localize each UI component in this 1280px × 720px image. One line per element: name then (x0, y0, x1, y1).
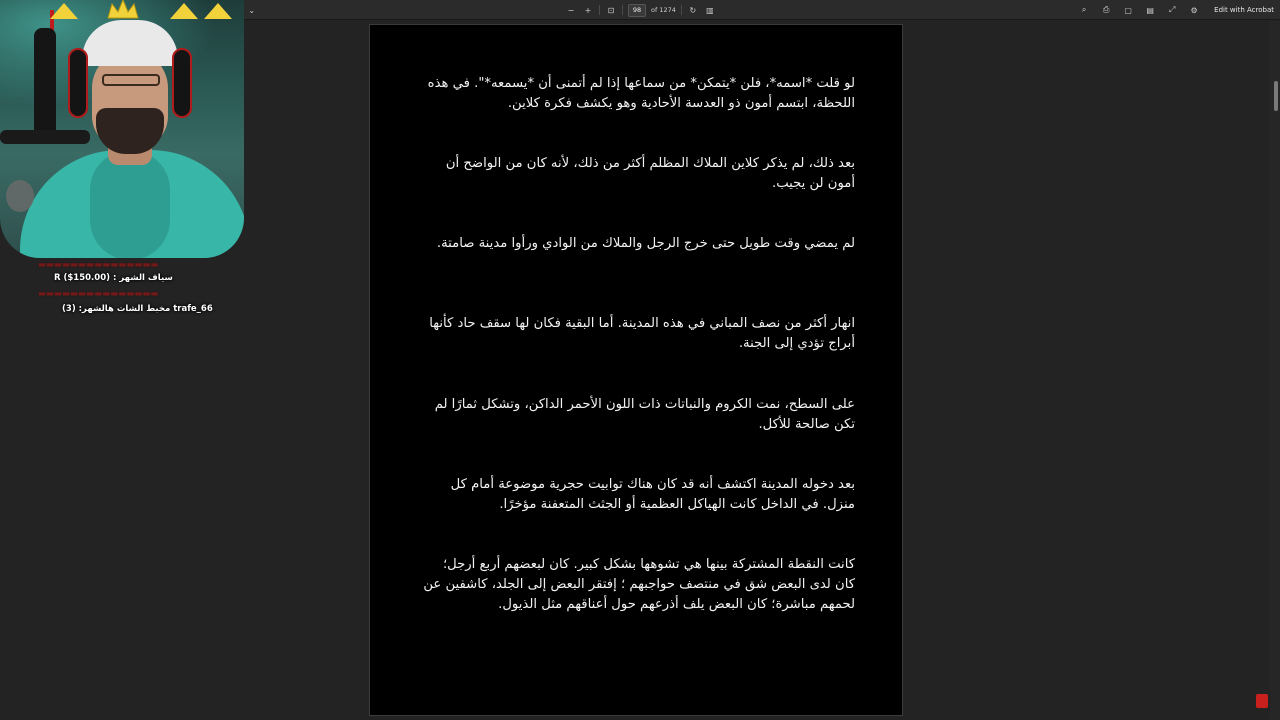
save-as-icon[interactable]: ▤ (1146, 5, 1154, 15)
rotate-icon[interactable]: ↻ (689, 5, 697, 15)
microphone (34, 28, 56, 138)
expand-icon[interactable]: ⤢ (1168, 5, 1176, 14)
page-number-input[interactable]: 98 (628, 4, 646, 17)
crown-decoration (204, 2, 232, 20)
crown-decoration (170, 2, 198, 20)
crown-triangle-icon (204, 3, 232, 19)
vertical-scrollbar[interactable] (1270, 21, 1280, 720)
toolbar-right-group (1078, 0, 1274, 20)
toolbar-divider (622, 5, 623, 15)
paragraph: لو قلت *اسمه*، فلن *يتمكن* من سماعها إذا لم أتمنى أن *يسمعه*". في هذه اللحظة، ابتسم أمون ذو العدسة الأحادية وهو يكشف فكرة كلاين. (427, 76, 855, 111)
toolbar-center-group (565, 0, 716, 20)
overlay-decor-line: ▬▬▬▬▬▬▬▬▬▬▬▬▬▬▬ (38, 260, 159, 270)
two-page-icon[interactable]: ▥ (706, 5, 714, 15)
headset-right (172, 48, 192, 118)
crown-triangle-icon (170, 3, 198, 19)
hoodie-shade (90, 150, 170, 258)
toolbar-divider (599, 5, 600, 15)
save-icon[interactable]: ▢ (1124, 5, 1132, 15)
mic-arm (0, 130, 90, 144)
scrollbar-thumb[interactable] (1274, 81, 1278, 111)
print-icon[interactable]: ⎙ (1102, 5, 1110, 14)
edit-with-acrobat-button[interactable]: Edit with Acrobat (1214, 6, 1274, 14)
keychain-charm (6, 180, 34, 212)
glasses (102, 74, 160, 86)
crown-decoration (50, 2, 78, 20)
paragraph: كانت النقطة المشتركة بينها هي تشوهها بشكل كبير. كان لبعضهم أربع أرجل؛ كان لدى البعض شق في منتصف حواجبهم ؛ إفتقر البعض إلى الجلد، كاشفين عن لحمهم مباشرة؛ كان البعض يلف أذرعهم حول أعناقهم مثل الذيول. (423, 557, 855, 612)
page-total-label: of 1274 (651, 6, 676, 14)
crown-icon (106, 0, 140, 20)
paragraph: بعد ذلك، لم يذكر كلاين الملاك المظلم أكثر من ذلك، لأنه كان من الواضح أن أمون لن يجيب. (445, 156, 855, 191)
beard (96, 108, 164, 154)
overlay-top-chatter: مخبط الشات هالشهر: (3) trafe_66 (62, 304, 213, 314)
overlay-top-donor: R ($150.00) : سياف الشهر (54, 273, 173, 283)
webcam-overlay (0, 0, 244, 258)
paragraph: بعد دخوله المدينة اكتشف أنه قد كان هناك توابيت حجرية موضوعة أمام كل منزل. في الداخل كانت الهياكل العظمية أو الجثث المتعفنة مؤخرًا. (450, 477, 855, 512)
pdf-page (369, 24, 903, 716)
zoom-out-icon[interactable]: − (567, 5, 575, 15)
zoom-in-icon[interactable]: + (584, 5, 592, 15)
settings-icon[interactable]: ⚙ (1190, 5, 1198, 15)
paragraph: لم يمضي وقت طويل حتى خرج الرجل والملاك من الوادي ورأوا مدينة صامتة. (436, 236, 855, 251)
crown-triangle-icon (50, 3, 78, 19)
paragraph: انهار أكثر من نصف المباني في هذه المدينة. أما البقية فكان لها سقف حاد كأنها أبراج تؤدي إلى الجنة. (429, 316, 855, 351)
toolbar-divider (681, 5, 682, 15)
search-icon[interactable]: ⌕ (1081, 5, 1087, 14)
acrobat-pdf-icon[interactable] (1256, 694, 1268, 708)
paragraph: على السطح، نمت الكروم والنباتات ذات اللون الأحمر الداكن، وتشكل ثمارًا لم تكن صالحة للأكل. (434, 397, 855, 432)
overlay-decor-line: ▬▬▬▬▬▬▬▬▬▬▬▬▬▬▬ (38, 289, 159, 299)
headset-left (68, 48, 88, 118)
fit-page-icon[interactable]: ⊡ (607, 5, 615, 15)
chevron-down-icon[interactable]: ⌄ (248, 5, 256, 15)
